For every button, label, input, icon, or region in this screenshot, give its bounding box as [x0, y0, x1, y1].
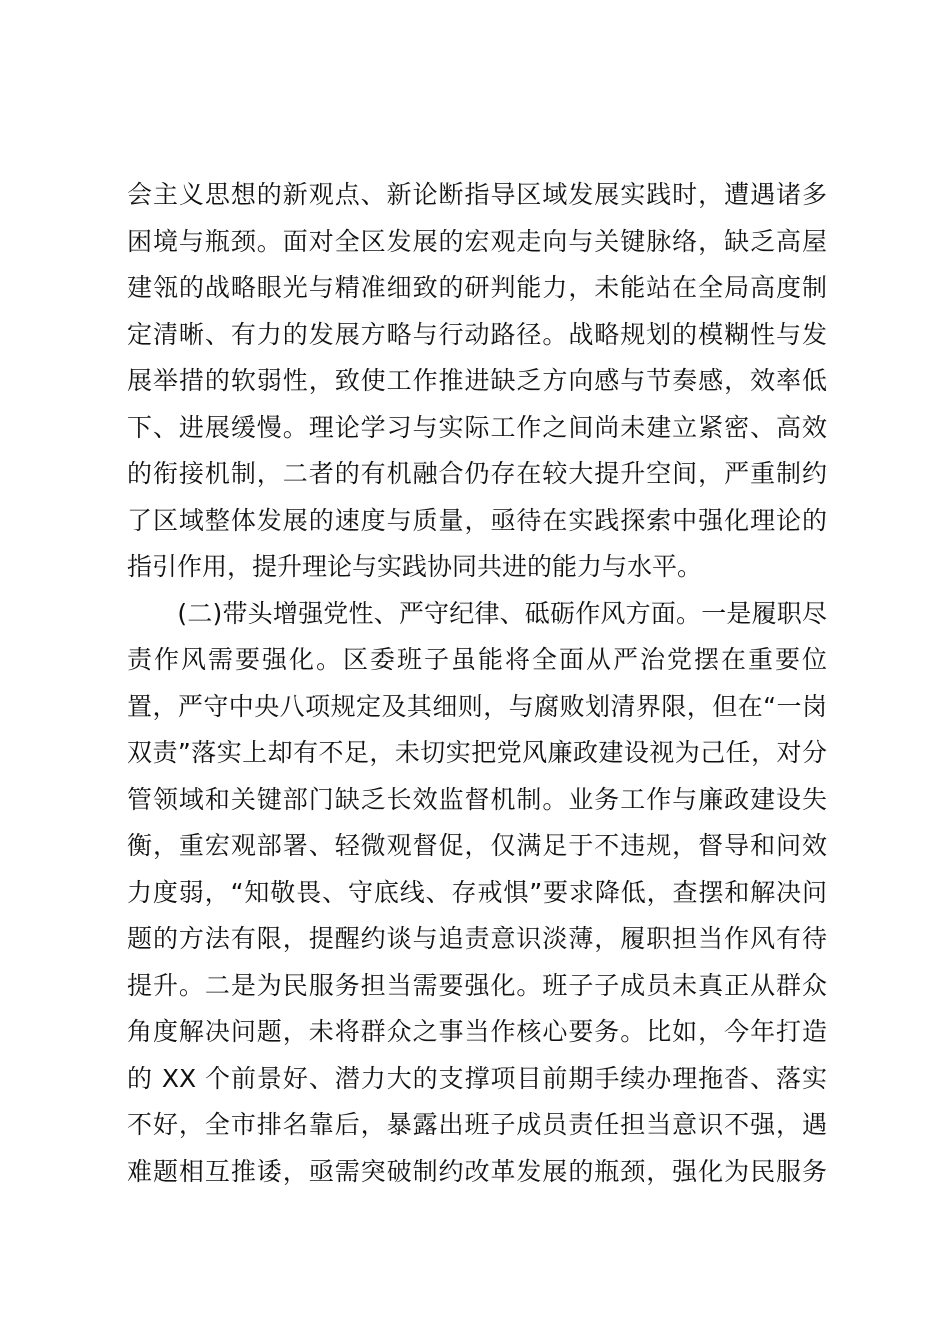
body-text [127, 172, 827, 1195]
section-heading-line: (二)带头增强党性、严守纪律、砥砺作风方面。一是履职尽 [127, 598, 827, 628]
text-line: 双责”落实上却有不足，未切实把党风廉政建设视为己任，对分 [127, 738, 827, 767]
text-line: 管领域和关键部门缺乏长效监督机制。业务工作与廉政建设失 [127, 784, 827, 814]
text-line: 建瓴的战略眼光与精准细致的研判能力，未能站在全局高度制 [127, 273, 827, 302]
text-line: 的 XX 个前景好、潜力大的支撑项目前期手续办理拖沓、落实 [127, 1063, 827, 1093]
text-line: 困境与瓶颈。面对全区发展的宏观走向与关键脉络，缺乏高屋 [127, 226, 827, 256]
text-line: 下、进展缓慢。理论学习与实际工作之间尚未建立紧密、高效 [127, 412, 827, 442]
text-line: 会主义思想的新观点、新论断指导区域发展实践时，遭遇诸多 [127, 180, 827, 209]
text-line: 难题相互推诿，亟需突破制约改革发展的瓶颈，强化为民服务 [127, 1156, 827, 1186]
text-line: 指引作用，提升理论与实践协同共进的能力与水平。 [127, 552, 703, 581]
text-line: 置，严守中央八项规定及其细则，与腐败划清界限，但在“一岗 [127, 691, 827, 721]
text-line: 的衔接机制，二者的有机融合仍存在较大提升空间，严重制约 [127, 459, 827, 488]
text-line: 力度弱，“知敬畏、守底线、存戒惧”要求降低，查摆和解决问 [127, 877, 827, 907]
text-line: 展举措的软弱性，致使工作推进缺乏方向感与节奏感，效率低 [127, 366, 827, 395]
text-line: 责作风需要强化。区委班子虽能将全面从严治党摆在重要位 [127, 645, 827, 674]
text-line: 了区域整体发展的速度与质量，亟待在实践探索中强化理论的 [127, 505, 827, 535]
text-line: 提升。二是为民服务担当需要强化。班子子成员未真正从群众 [127, 970, 827, 1000]
text-line: 题的方法有限，提醒约谈与追责意识淡薄，履职担当作风有待 [127, 924, 827, 953]
text-line: 角度解决问题，未将群众之事当作核心要务。比如，今年打造 [127, 1017, 827, 1046]
text-line: 定清晰、有力的发展方略与行动路径。战略规划的模糊性与发 [127, 319, 827, 349]
text-line: 不好，全市排名靠后，暴露出班子成员责任担当意识不强，遇 [127, 1110, 827, 1139]
text-line: 衡，重宏观部署、轻微观督促，仅满足于不违规，督导和问效 [127, 831, 827, 860]
